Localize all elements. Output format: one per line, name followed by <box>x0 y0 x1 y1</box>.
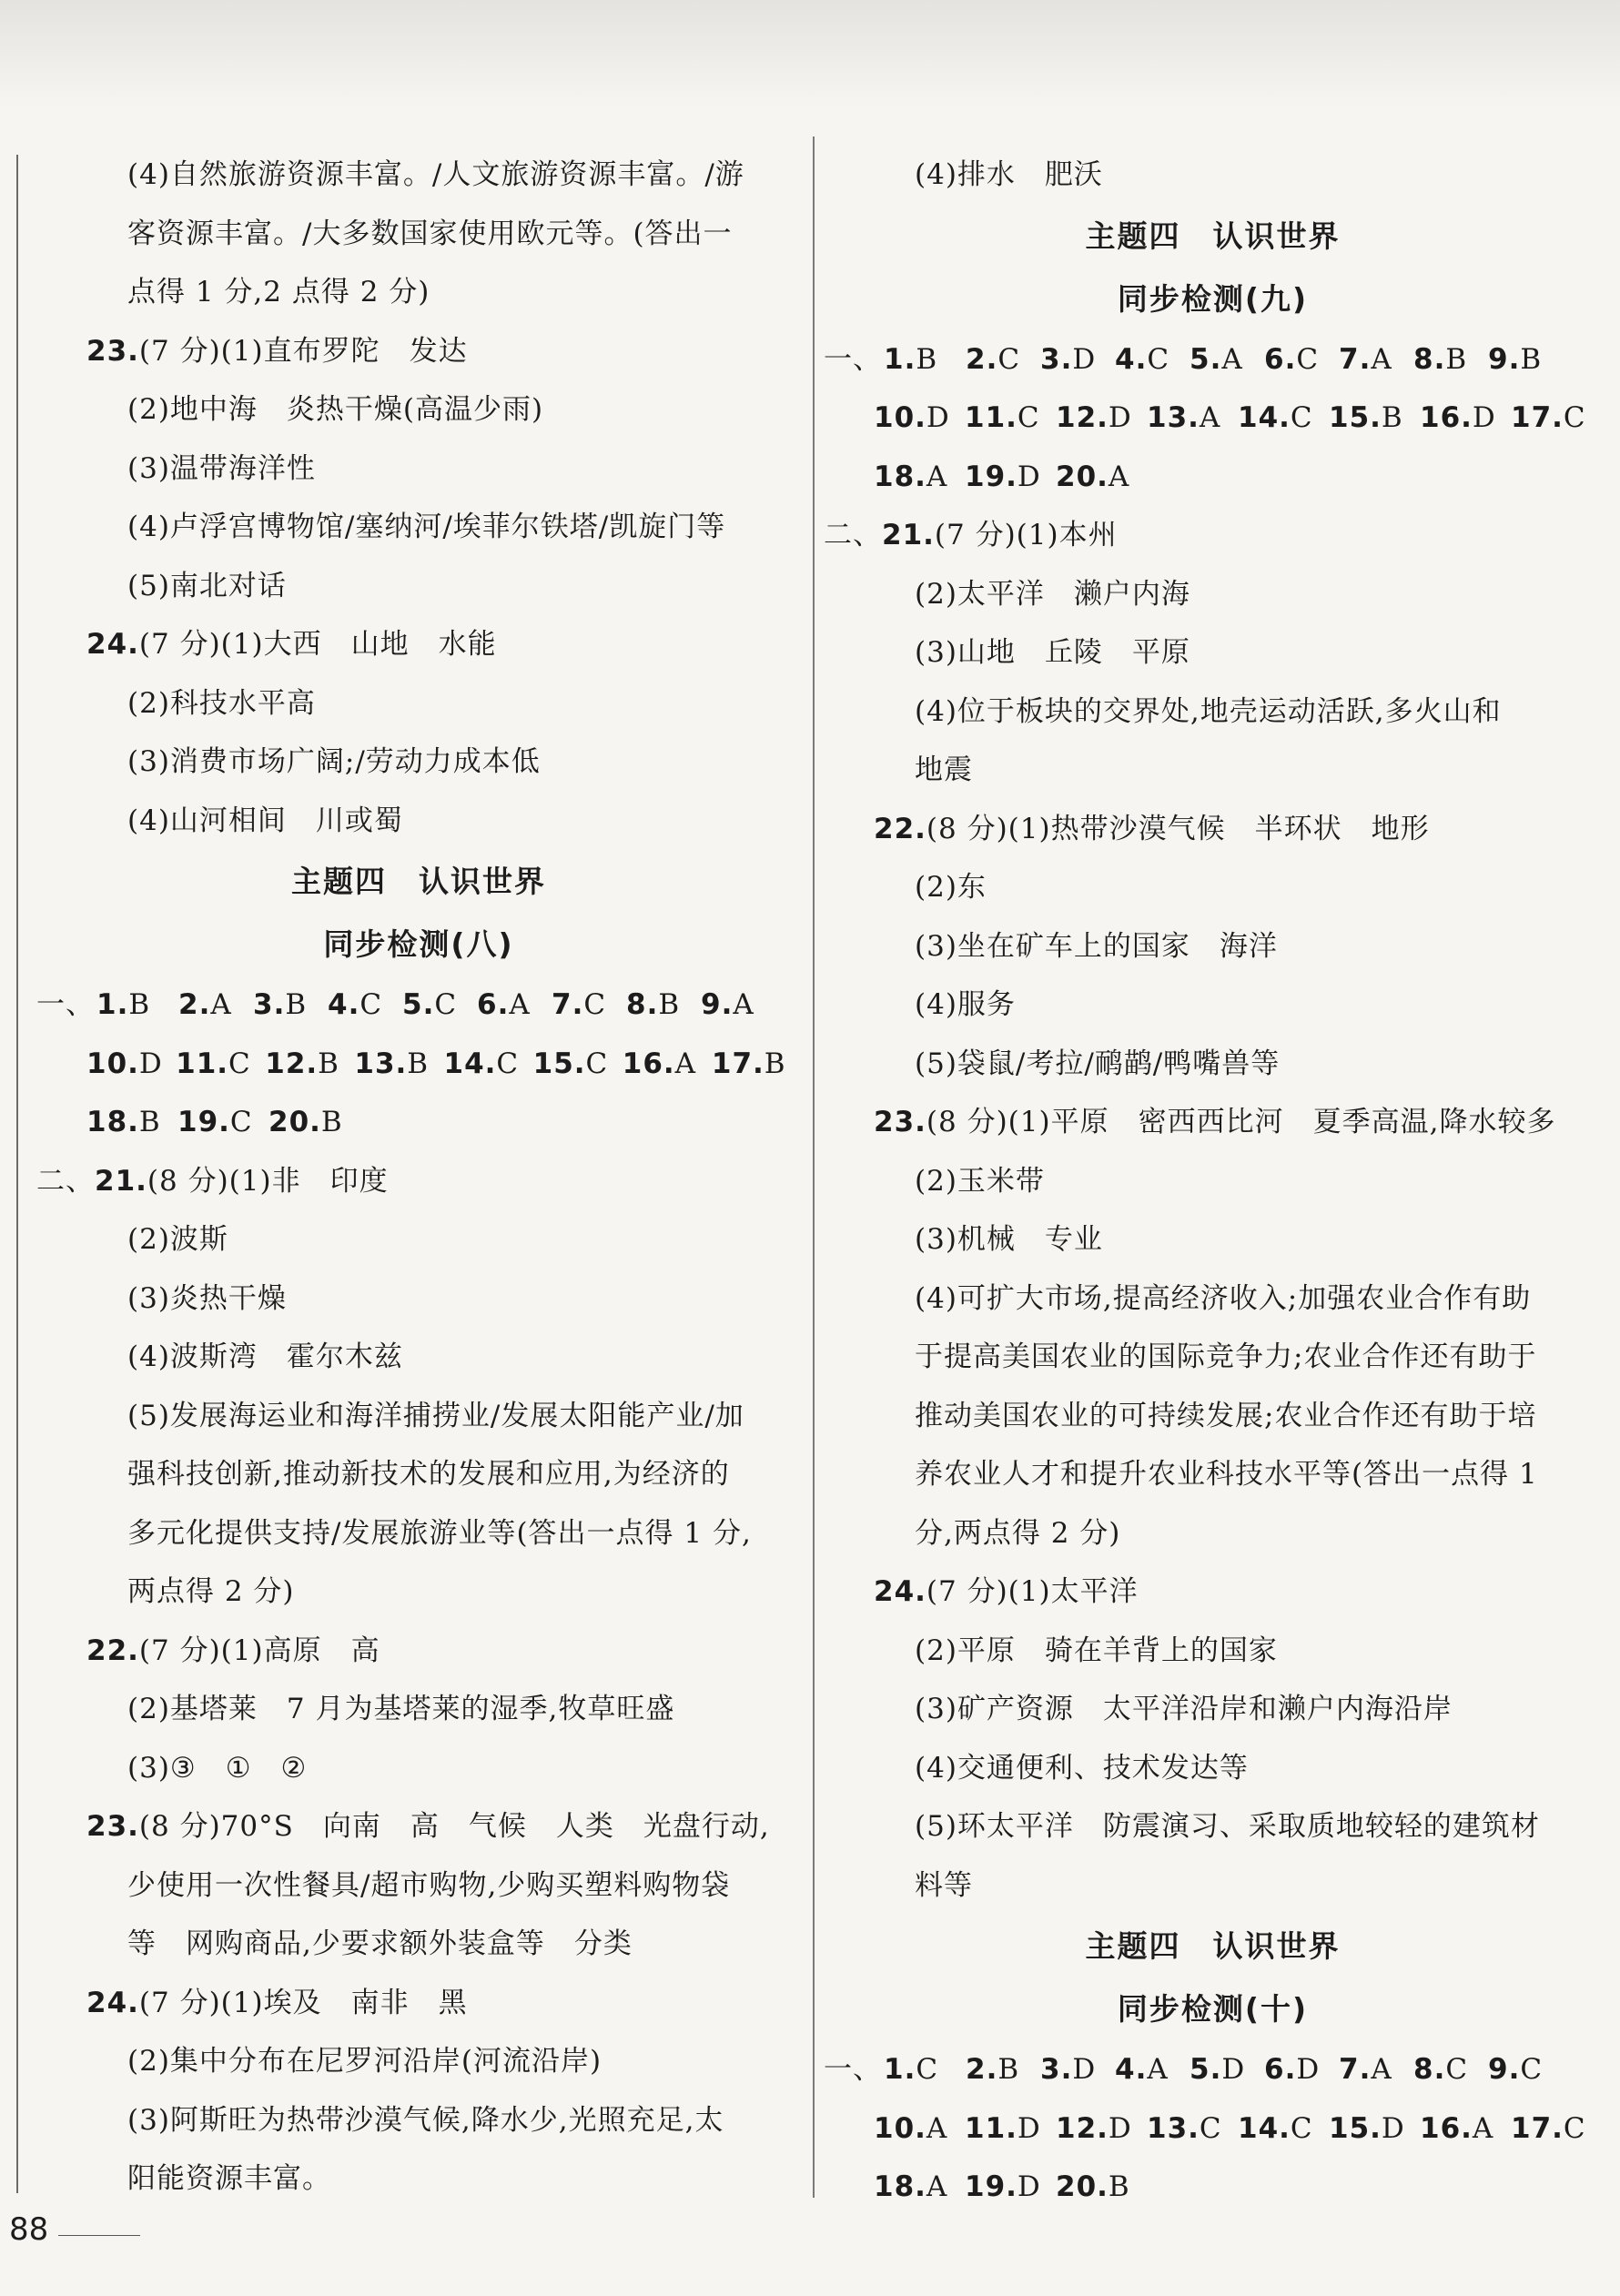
choice-answer <box>402 976 477 1035</box>
answer-line: (2)平原 骑在羊背上的国家 <box>915 1633 1278 1667</box>
choice-answer <box>1420 389 1511 448</box>
question-number: 6. <box>1264 2053 1297 2086</box>
answer-line: 于提高美国农业的国际竞争力;农业合作还有助于 <box>915 1340 1537 1373</box>
question-number: 7. <box>1339 2053 1372 2086</box>
section-heading: 同步检测(十) <box>1117 1991 1309 2027</box>
answer-letter: C <box>583 988 607 1021</box>
question-number: 8. <box>626 988 659 1021</box>
answer-line: (4)服务 <box>915 988 1016 1021</box>
answer-line: (3)坐在矿车上的国家 海洋 <box>915 929 1278 963</box>
question-number: 1. <box>96 988 129 1021</box>
answer-letter: C <box>229 1106 253 1138</box>
choice-answer <box>1339 330 1413 389</box>
question-number: 2. <box>966 342 998 376</box>
answer-letter: A <box>674 1047 697 1080</box>
choice-answer <box>1329 389 1420 448</box>
choice-answer <box>253 976 328 1035</box>
question-number: 8. <box>1413 342 1446 376</box>
answer-line: (4)山河相间 川或蜀 <box>127 804 403 837</box>
part-prefix: 二、 <box>36 1164 95 1198</box>
question-number: 13. <box>1147 2111 1200 2145</box>
left-margin-rule <box>16 155 18 2193</box>
choice-answer-row <box>36 1035 801 1094</box>
answer-line: (4)位于板块的交界处,地壳运动活跃,多火山和 <box>915 694 1502 728</box>
question-number: 17. <box>1511 2111 1564 2145</box>
choice-answer <box>1511 389 1602 448</box>
answer-letter: D <box>1221 2053 1246 2086</box>
choice-answer-row <box>824 2158 1602 2217</box>
answer-letter: C <box>1290 401 1313 434</box>
choice-answer <box>1488 2040 1563 2099</box>
question-number: 9. <box>1488 342 1521 376</box>
question-number: 7. <box>552 988 584 1021</box>
answer-line: 强科技创新,推动新技术的发展和应用,为经济的 <box>127 1458 730 1491</box>
choice-answer <box>1190 2040 1264 2099</box>
answer-text: (7 分)(1)埃及 南非 黑 <box>138 1986 468 2019</box>
answer-letter: B <box>407 1047 430 1080</box>
question-number: 24. <box>874 1575 926 1608</box>
answer-line: (5)发展海运业和海洋捕捞业/发展太阳能产业/加 <box>127 1399 744 1432</box>
choice-answer-row <box>824 2099 1602 2159</box>
answer-letter: B <box>138 1106 161 1138</box>
answer-line: (3)山地 丘陵 平原 <box>915 636 1190 669</box>
choice-answer-row <box>36 976 801 1035</box>
answer-letter: C <box>1290 2111 1313 2145</box>
question-number: 11. <box>965 2111 1018 2145</box>
question-number: 3. <box>1040 2053 1073 2086</box>
answer-line: (2)东 <box>915 871 987 904</box>
choice-answer <box>1040 330 1115 389</box>
question-number: 5. <box>1190 2053 1222 2086</box>
question-number: 19. <box>177 1106 230 1138</box>
answer-letter: A <box>210 988 232 1021</box>
question-number: 17. <box>1511 401 1564 434</box>
page-number-rule <box>58 2235 140 2236</box>
answer-letter: D <box>1108 2111 1132 2145</box>
choice-answer <box>268 1093 359 1152</box>
part-prefix: 一、 <box>36 988 95 1021</box>
answer-letter: D <box>1381 2111 1405 2145</box>
question-number: 18. <box>874 2170 926 2203</box>
answer-letter: C <box>916 2053 939 2086</box>
question-number: 16. <box>1420 2111 1473 2145</box>
answer-letter: B <box>1520 342 1543 376</box>
part-prefix: 一、 <box>824 2053 882 2086</box>
choice-answer <box>626 976 701 1035</box>
question-number: 2. <box>966 2053 998 2086</box>
answer-line: (2)太平洋 濑户内海 <box>915 577 1190 611</box>
question-number: 16. <box>1420 401 1473 434</box>
question-number: 13. <box>354 1047 408 1080</box>
answer-line: (3)③ ① ② <box>127 1751 308 1785</box>
section-heading: 同步检测(八) <box>323 926 514 962</box>
choice-answer <box>177 1093 268 1152</box>
question-answer-line <box>824 506 1602 565</box>
choice-answer <box>265 1035 354 1094</box>
answer-line: (5)袋鼠/考拉/鸸鹋/鸭嘴兽等 <box>915 1047 1281 1080</box>
choice-answer <box>1264 330 1339 389</box>
answer-letter: B <box>1108 2170 1130 2203</box>
answer-text: (7 分)(1)高原 高 <box>138 1633 380 1667</box>
question-answer-line <box>36 1797 801 1856</box>
question-answer-line <box>36 615 801 674</box>
question-answer-line <box>824 1563 1602 1622</box>
choice-answer <box>1238 389 1329 448</box>
question-number: 12. <box>1056 2111 1109 2145</box>
answer-letter: D <box>926 401 950 434</box>
answer-line: (4)波斯湾 霍尔木兹 <box>127 1340 403 1373</box>
question-number: 12. <box>265 1047 319 1080</box>
answer-letter: A <box>1472 2111 1494 2145</box>
question-number: 10. <box>86 1047 139 1080</box>
answer-line: (5)环太平洋 防震演习、采取质地较轻的建筑材 <box>915 1810 1540 1843</box>
part-prefix: 一、 <box>824 342 882 376</box>
answer-letter: C <box>1017 401 1040 434</box>
answer-letter: A <box>926 2170 948 2203</box>
question-number: 6. <box>477 988 510 1021</box>
answer-letter: C <box>1445 2053 1469 2086</box>
choice-answer <box>354 1035 443 1094</box>
choice-answer <box>1420 2099 1511 2159</box>
answer-letter: D <box>1296 2053 1321 2086</box>
question-number: 12. <box>1056 401 1109 434</box>
answer-letter: B <box>1381 401 1403 434</box>
answer-text: (8 分)(1)平原 密西西比河 夏季高温,降水较多 <box>926 1106 1556 1138</box>
choice-answer-row <box>824 330 1602 389</box>
question-number: 13. <box>1147 401 1200 434</box>
answer-line: (5)南北对话 <box>127 569 287 602</box>
question-number: 9. <box>701 988 734 1021</box>
answer-letter: D <box>1108 401 1132 434</box>
answer-letter: C <box>434 988 458 1021</box>
choice-answer <box>1329 2099 1420 2159</box>
answer-line: (3)温带海洋性 <box>127 451 316 485</box>
answer-letter: C <box>359 988 383 1021</box>
choice-answer <box>444 1035 533 1094</box>
answer-letter: A <box>733 988 754 1021</box>
choice-answer <box>1056 448 1147 507</box>
answer-letter: C <box>997 342 1021 376</box>
question-number: 22. <box>874 812 926 845</box>
answer-line: (3)矿产资源 太平洋沿岸和濑户内海沿岸 <box>915 1693 1453 1725</box>
question-number: 21. <box>95 1164 147 1198</box>
question-answer-line <box>824 1093 1602 1152</box>
answer-line: 分,两点得 2 分) <box>915 1516 1121 1550</box>
choice-answer <box>178 976 253 1035</box>
answer-line: 料等 <box>915 1868 973 1902</box>
answer-line: (2)玉米带 <box>915 1164 1045 1198</box>
page-number: 88 <box>9 2211 49 2248</box>
question-answer-line <box>36 322 801 381</box>
question-number: 14. <box>1238 2111 1291 2145</box>
choice-answer <box>1115 330 1190 389</box>
question-number: 16. <box>622 1047 675 1080</box>
answer-letter: B <box>1445 342 1468 376</box>
answer-line: 地震 <box>915 754 973 786</box>
answer-line: (4)自然旅游资源丰富。/人文旅游资源丰富。/游 <box>127 158 744 191</box>
choice-answer <box>1056 2158 1147 2217</box>
answer-line: (3)炎热干燥 <box>127 1281 287 1315</box>
choice-answer <box>533 1035 623 1094</box>
choice-answer <box>1413 330 1488 389</box>
question-number: 1. <box>884 2053 916 2086</box>
choice-answer <box>874 2099 965 2159</box>
left-column <box>36 146 801 2209</box>
question-number: 4. <box>1115 342 1148 376</box>
question-number: 20. <box>1056 460 1109 493</box>
choice-answer <box>86 1035 176 1094</box>
answer-letter: A <box>1108 460 1130 493</box>
question-number: 4. <box>1115 2053 1148 2086</box>
answer-text: (8 分)(1)非 印度 <box>147 1164 389 1198</box>
question-number: 10. <box>874 2111 926 2145</box>
question-number: 19. <box>965 460 1018 493</box>
answer-letter: C <box>1520 2053 1544 2086</box>
answer-line: 多元化提供支持/发展旅游业等(答出一点得 1 分, <box>127 1516 752 1550</box>
answer-text: (7 分)(1)太平洋 <box>926 1575 1139 1608</box>
answer-line: 点得 1 分,2 点得 2 分) <box>127 276 430 308</box>
question-number: 24. <box>86 1986 139 2019</box>
choice-answer-row <box>824 2040 1602 2099</box>
answer-line: (3)机械 专业 <box>915 1223 1103 1256</box>
question-number: 1. <box>884 342 916 376</box>
answer-letter: C <box>1296 342 1320 376</box>
choice-answer <box>328 976 402 1035</box>
choice-answer <box>965 2158 1056 2217</box>
choice-answer <box>1147 2099 1238 2159</box>
choice-answer <box>1056 389 1147 448</box>
question-number: 18. <box>86 1106 139 1138</box>
question-number: 11. <box>965 401 1018 434</box>
choice-answer <box>874 389 965 448</box>
answer-letter: D <box>1017 460 1041 493</box>
question-number: 23. <box>86 1810 139 1843</box>
question-number: 17. <box>711 1047 764 1080</box>
question-number: 5. <box>1190 342 1222 376</box>
question-answer-line <box>36 1622 801 1681</box>
choice-answer <box>1115 2040 1190 2099</box>
answer-line: 阳能资源丰富。 <box>127 2162 331 2195</box>
right-column <box>824 146 1602 2217</box>
question-number: 7. <box>1339 342 1372 376</box>
question-number: 20. <box>268 1106 321 1138</box>
answer-letter: C <box>1199 2111 1222 2145</box>
question-number: 14. <box>1238 401 1291 434</box>
choice-answer-row <box>824 448 1602 507</box>
answer-line: 客资源丰富。/大多数国家使用欧元等。(答出一 <box>127 217 733 250</box>
answer-letter: B <box>318 1047 339 1080</box>
choice-answer <box>966 2040 1040 2099</box>
answer-letter: D <box>1017 2111 1041 2145</box>
answer-line: 两点得 2 分) <box>127 1575 295 1608</box>
choice-answer <box>965 448 1056 507</box>
choice-answer <box>874 448 965 507</box>
answer-line: (4)排水 肥沃 <box>915 158 1103 191</box>
answer-line: 等 网购商品,少要求额外装盒等 分类 <box>127 1927 633 1960</box>
choice-answer-row <box>824 389 1602 448</box>
answer-text: (8 分)(1)热带沙漠气候 半环状 地形 <box>926 812 1430 845</box>
choice-answer <box>884 330 966 389</box>
answer-letter: C <box>496 1047 520 1080</box>
answer-text: (7 分)(1)本州 <box>934 519 1118 551</box>
question-number: 8. <box>1413 2053 1446 2086</box>
answer-letter: A <box>926 2111 948 2145</box>
question-number: 15. <box>1329 2111 1382 2145</box>
question-number: 2. <box>178 988 211 1021</box>
question-number: 9. <box>1488 2053 1521 2086</box>
choice-answer <box>1339 2040 1413 2099</box>
answer-line: 养农业人才和提升农业科技水平等(答出一点得 1 <box>915 1458 1538 1491</box>
answer-text: (7 分)(1)大西 山地 水能 <box>138 628 497 661</box>
choice-answer <box>884 2040 966 2099</box>
answer-letter: A <box>1371 342 1392 376</box>
choice-answer <box>86 1093 177 1152</box>
question-number: 23. <box>874 1106 926 1138</box>
answer-text: (8 分)70°S 向南 高 气候 人类 光盘行动, <box>138 1810 770 1843</box>
answer-letter: D <box>1072 2053 1097 2086</box>
answer-line: (3)阿斯旺为热带沙漠气候,降水少,光照充足,太 <box>127 2103 724 2137</box>
choice-answer <box>1040 2040 1115 2099</box>
answer-letter: D <box>138 1047 163 1080</box>
choice-answer <box>623 1035 712 1094</box>
answer-line: (2)地中海 炎热干燥(高温少雨) <box>127 393 544 426</box>
answer-letter: B <box>916 342 938 376</box>
section-heading: 主题四 认识世界 <box>291 864 546 899</box>
answer-letter: A <box>926 460 948 493</box>
question-answer-line <box>824 800 1602 859</box>
answer-letter: D <box>1072 342 1097 376</box>
choice-answer <box>96 976 178 1035</box>
question-number: 6. <box>1264 342 1297 376</box>
answer-letter: C <box>1563 2111 1586 2145</box>
answer-line: (2)基塔莱 7 月为基塔莱的湿季,牧草旺盛 <box>127 1693 675 1725</box>
answer-line: 推动美国农业的可持续发展;农业合作还有助于培 <box>915 1399 1537 1432</box>
answer-letter: B <box>658 988 681 1021</box>
choice-answer <box>965 2099 1056 2159</box>
answer-letter: C <box>1563 401 1586 434</box>
question-number: 3. <box>1040 342 1073 376</box>
question-number: 24. <box>86 628 139 661</box>
choice-answer <box>1264 2040 1339 2099</box>
choice-answer <box>1190 330 1264 389</box>
choice-answer <box>1147 389 1238 448</box>
question-number: 15. <box>532 1047 586 1080</box>
choice-answer <box>176 1035 265 1094</box>
answer-line: (4)交通便利、技术发达等 <box>915 1751 1249 1785</box>
choice-answer <box>1413 2040 1488 2099</box>
answer-letter: A <box>1221 342 1243 376</box>
answer-line: (2)集中分布在尼罗河沿岸(河流沿岸) <box>127 2045 602 2078</box>
answer-line: (4)卢浮宫博物馆/塞纳河/埃菲尔铁塔/凯旋门等 <box>127 511 726 543</box>
question-number: 5. <box>402 988 435 1021</box>
choice-answer <box>1238 2099 1329 2159</box>
question-number: 3. <box>253 988 286 1021</box>
choice-answer <box>965 389 1056 448</box>
answer-text: (7 分)(1)直布罗陀 发达 <box>138 334 468 368</box>
question-number: 23. <box>86 334 139 368</box>
answer-letter: D <box>1472 401 1496 434</box>
question-number: 10. <box>874 401 926 434</box>
answer-letter: B <box>285 988 308 1021</box>
answer-letter: C <box>585 1047 609 1080</box>
scan-top-band <box>0 0 1620 109</box>
choice-answer <box>1056 2099 1147 2159</box>
answer-letter: C <box>1147 342 1170 376</box>
answer-letter: B <box>320 1106 343 1138</box>
choice-answer <box>874 2158 965 2217</box>
answer-letter: B <box>764 1047 786 1080</box>
choice-answer <box>701 976 775 1035</box>
section-heading: 主题四 认识世界 <box>1085 1928 1341 1964</box>
question-number: 11. <box>176 1047 229 1080</box>
choice-answer-row <box>36 1093 801 1152</box>
question-number: 19. <box>965 2170 1018 2203</box>
choice-answer <box>712 1035 801 1094</box>
question-number: 18. <box>874 460 926 493</box>
question-number: 22. <box>86 1633 139 1667</box>
question-answer-line <box>36 1974 801 2033</box>
choice-answer <box>477 976 552 1035</box>
question-number: 20. <box>1056 2170 1109 2203</box>
section-heading: 同步检测(九) <box>1117 280 1309 317</box>
column-divider <box>813 137 815 2198</box>
answer-letter: B <box>128 988 151 1021</box>
question-number: 21. <box>882 519 935 551</box>
answer-letter: A <box>1199 401 1221 434</box>
answer-line: (2)科技水平高 <box>127 686 316 720</box>
answer-line: (4)可扩大市场,提高经济收入;加强农业合作有助 <box>915 1281 1532 1315</box>
answer-letter: A <box>1371 2053 1392 2086</box>
question-number: 14. <box>443 1047 497 1080</box>
part-prefix: 二、 <box>824 519 882 551</box>
answer-letter: D <box>1017 2170 1041 2203</box>
choice-answer <box>1511 2099 1602 2159</box>
section-heading: 主题四 认识世界 <box>1085 217 1341 254</box>
question-number: 15. <box>1329 401 1382 434</box>
question-answer-line <box>36 1152 801 1211</box>
answer-letter: B <box>997 2053 1020 2086</box>
choice-answer <box>552 976 626 1035</box>
answer-line: 少使用一次性餐具/超市购物,少购买塑料购物袋 <box>127 1868 731 1902</box>
answer-line: (3)消费市场广阔;/劳动力成本低 <box>127 745 541 778</box>
answer-letter: A <box>1147 2053 1169 2086</box>
answer-letter: C <box>228 1047 251 1080</box>
answer-letter: A <box>509 988 531 1021</box>
question-number: 4. <box>328 988 360 1021</box>
choice-answer <box>1488 330 1563 389</box>
answer-line: (2)波斯 <box>127 1223 228 1256</box>
choice-answer <box>966 330 1040 389</box>
